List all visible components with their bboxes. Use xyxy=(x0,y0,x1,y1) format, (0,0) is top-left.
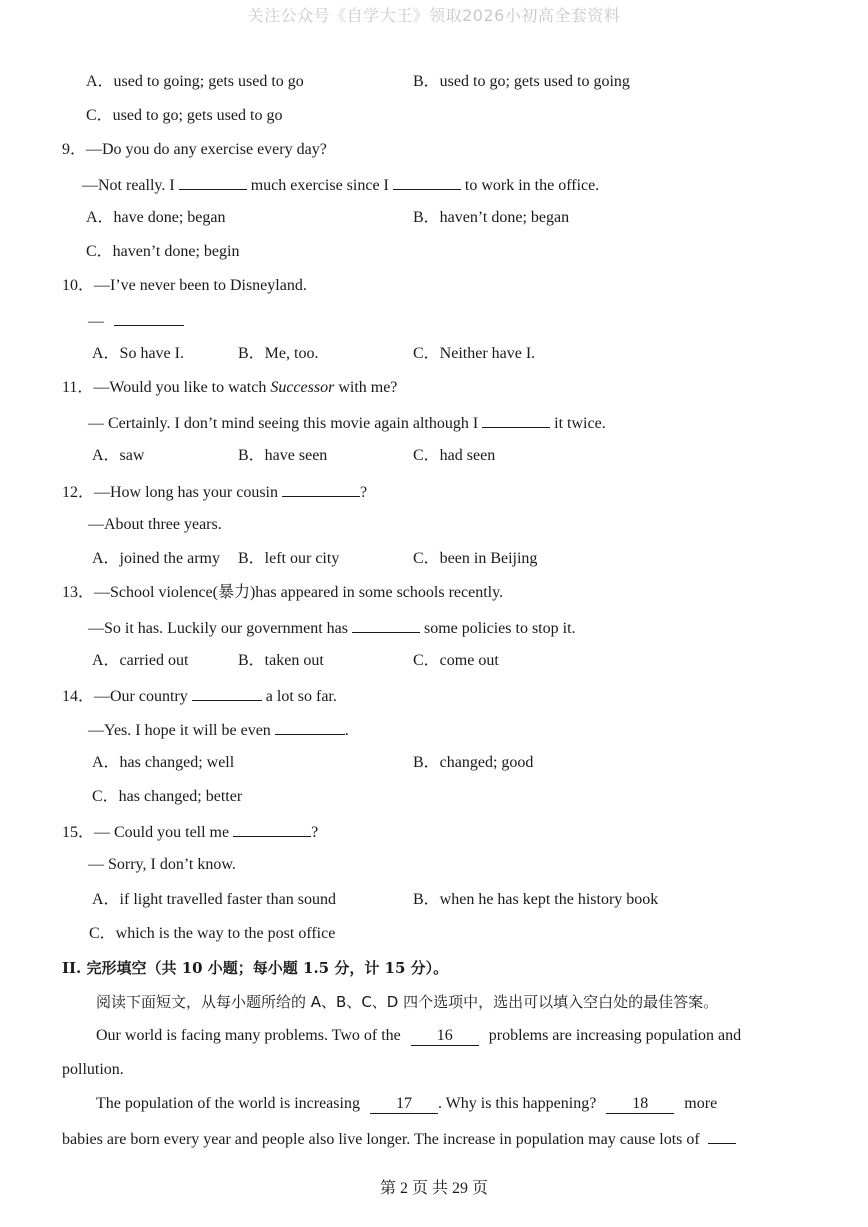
q8-option-b: B．used to go; gets used to going xyxy=(413,73,630,90)
q9-option-b: B．haven’t done; began xyxy=(413,209,570,226)
passage-line-4 xyxy=(62,1128,736,1150)
q15-question-part1: 15．— Could you tell me xyxy=(62,824,230,841)
cloze-blank-17: 17 xyxy=(370,1095,438,1114)
q11-option-c: C．had seen xyxy=(413,447,496,464)
q13-blank xyxy=(352,617,420,633)
q15-option-a: A．if light travelled faster than sound xyxy=(92,891,336,908)
q11-question-part1: 11．—Would you like to watch xyxy=(62,379,267,396)
q10-answer-dash: — xyxy=(88,313,104,330)
q12-question-part1: 12．—How long has your cousin xyxy=(62,484,278,501)
q10-option-a: A．So have I. xyxy=(92,345,184,362)
q11-answer xyxy=(88,412,606,434)
q13-option-b: B．taken out xyxy=(238,652,324,669)
q9-answer xyxy=(82,174,599,196)
q12-option-c: C．been in Beijing xyxy=(413,550,538,567)
q9-option-a: A．have done; began xyxy=(86,209,226,226)
q9-blank-2 xyxy=(393,174,461,190)
q9-question: 9．—Do you do any exercise every day? xyxy=(62,141,327,158)
q12-blank xyxy=(282,481,360,497)
cloze-blank-19 xyxy=(708,1128,736,1144)
q13-answer xyxy=(88,617,576,639)
q13-question: 13．—School violence(暴力)has appeared in some schools recently. xyxy=(62,584,504,601)
q11-question-part2: with me? xyxy=(338,379,398,396)
passage-text-2d: babies are born every year and people also live longer. The increase in population may cause lots of xyxy=(62,1131,700,1148)
passage-text-2c: more xyxy=(684,1095,718,1112)
cloze-blank-16: 16 xyxy=(411,1027,479,1046)
q15-answer: — Sorry, I don’t know. xyxy=(88,856,236,873)
q15-option-c: C．which is the way to the post office xyxy=(89,925,336,942)
q15-question xyxy=(62,821,318,843)
q14-blank-2 xyxy=(275,719,345,735)
q14-blank-1 xyxy=(192,685,262,701)
q13-option-a: A．carried out xyxy=(92,652,189,669)
q13-answer-part1: —So it has. Luckily our government has xyxy=(88,620,348,637)
passage-line-1 xyxy=(96,1026,741,1046)
page-footer: 第 2 页 共 29 页 xyxy=(379,1180,488,1197)
q10-question: 10．—I’ve never been to Disneyland. xyxy=(62,277,307,294)
q8-option-a: A．used to going; gets used to go xyxy=(86,73,304,90)
q12-question xyxy=(62,481,367,503)
q9-blank-1 xyxy=(179,174,247,190)
watermark: 关注公众号《自学大王》领取2026小初高全套资料 xyxy=(247,6,621,25)
q14-answer-part2: . xyxy=(344,722,349,739)
q14-question-part2: a lot so far. xyxy=(265,688,337,705)
q11-answer-part1: — Certainly. I don’t mind seeing this movie again although I xyxy=(88,415,479,432)
section-title: II. 完形填空（共 10 小题；每小题 1.5 分，计 15 分）。 xyxy=(62,959,449,977)
q8-option-c: C．used to go; gets used to go xyxy=(86,107,283,124)
q9-answer-part1: —Not really. I xyxy=(82,177,175,194)
passage-text-1a: Our world is facing many problems. Two of the xyxy=(96,1027,401,1044)
cloze-blank-18: 18 xyxy=(606,1095,674,1114)
q13-option-c: C．come out xyxy=(413,652,499,669)
q10-option-c: C．Neither have I. xyxy=(413,345,536,362)
q15-blank xyxy=(233,821,311,837)
q14-answer-part1: —Yes. I hope it will be even xyxy=(88,722,271,739)
q12-option-a: A．joined the army xyxy=(92,550,220,567)
passage-line-2: pollution. xyxy=(62,1061,124,1078)
q14-answer xyxy=(88,719,349,741)
q9-answer-part3: to work in the office. xyxy=(464,177,600,194)
passage-text-1b: problems are increasing population and xyxy=(488,1027,742,1044)
section-instruction: 阅读下面短文，从每小题所给的 A、B、C、D 四个选项中，选出可以填入空白处的最佳答案。 xyxy=(96,993,719,1011)
q9-option-c: C．haven’t done; begin xyxy=(86,243,240,260)
q11-movie-title: Successor xyxy=(270,379,335,396)
passage-text-2a: The population of the world is increasing xyxy=(96,1095,360,1112)
q11-question xyxy=(62,378,397,398)
q12-answer: —About three years. xyxy=(88,516,222,533)
q9-answer-part2: much exercise since I xyxy=(250,177,389,194)
q15-option-b: B．when he has kept the history book xyxy=(413,891,659,908)
q11-answer-part2: it twice. xyxy=(554,415,606,432)
q14-question xyxy=(62,685,337,707)
q12-question-part2: ? xyxy=(360,484,368,501)
q11-blank xyxy=(482,412,550,428)
q14-option-b: B．changed; good xyxy=(413,754,534,771)
q15-question-part2: ? xyxy=(311,824,319,841)
q14-question-part1: 14．—Our country xyxy=(62,688,188,705)
q12-option-b: B．left our city xyxy=(238,550,340,567)
q11-option-a: A．saw xyxy=(92,447,145,464)
q10-option-b: B．Me, too. xyxy=(238,345,319,362)
q14-option-c: C．has changed; better xyxy=(92,788,243,805)
q11-option-b: B．have seen xyxy=(238,447,328,464)
q10-blank xyxy=(114,310,184,326)
passage-line-3 xyxy=(96,1094,717,1114)
q14-option-a: A．has changed; well xyxy=(92,754,235,771)
passage-text-2b: . Why is this happening? xyxy=(437,1095,597,1112)
q10-answer xyxy=(88,310,184,332)
q13-answer-part2: some policies to stop it. xyxy=(423,620,576,637)
